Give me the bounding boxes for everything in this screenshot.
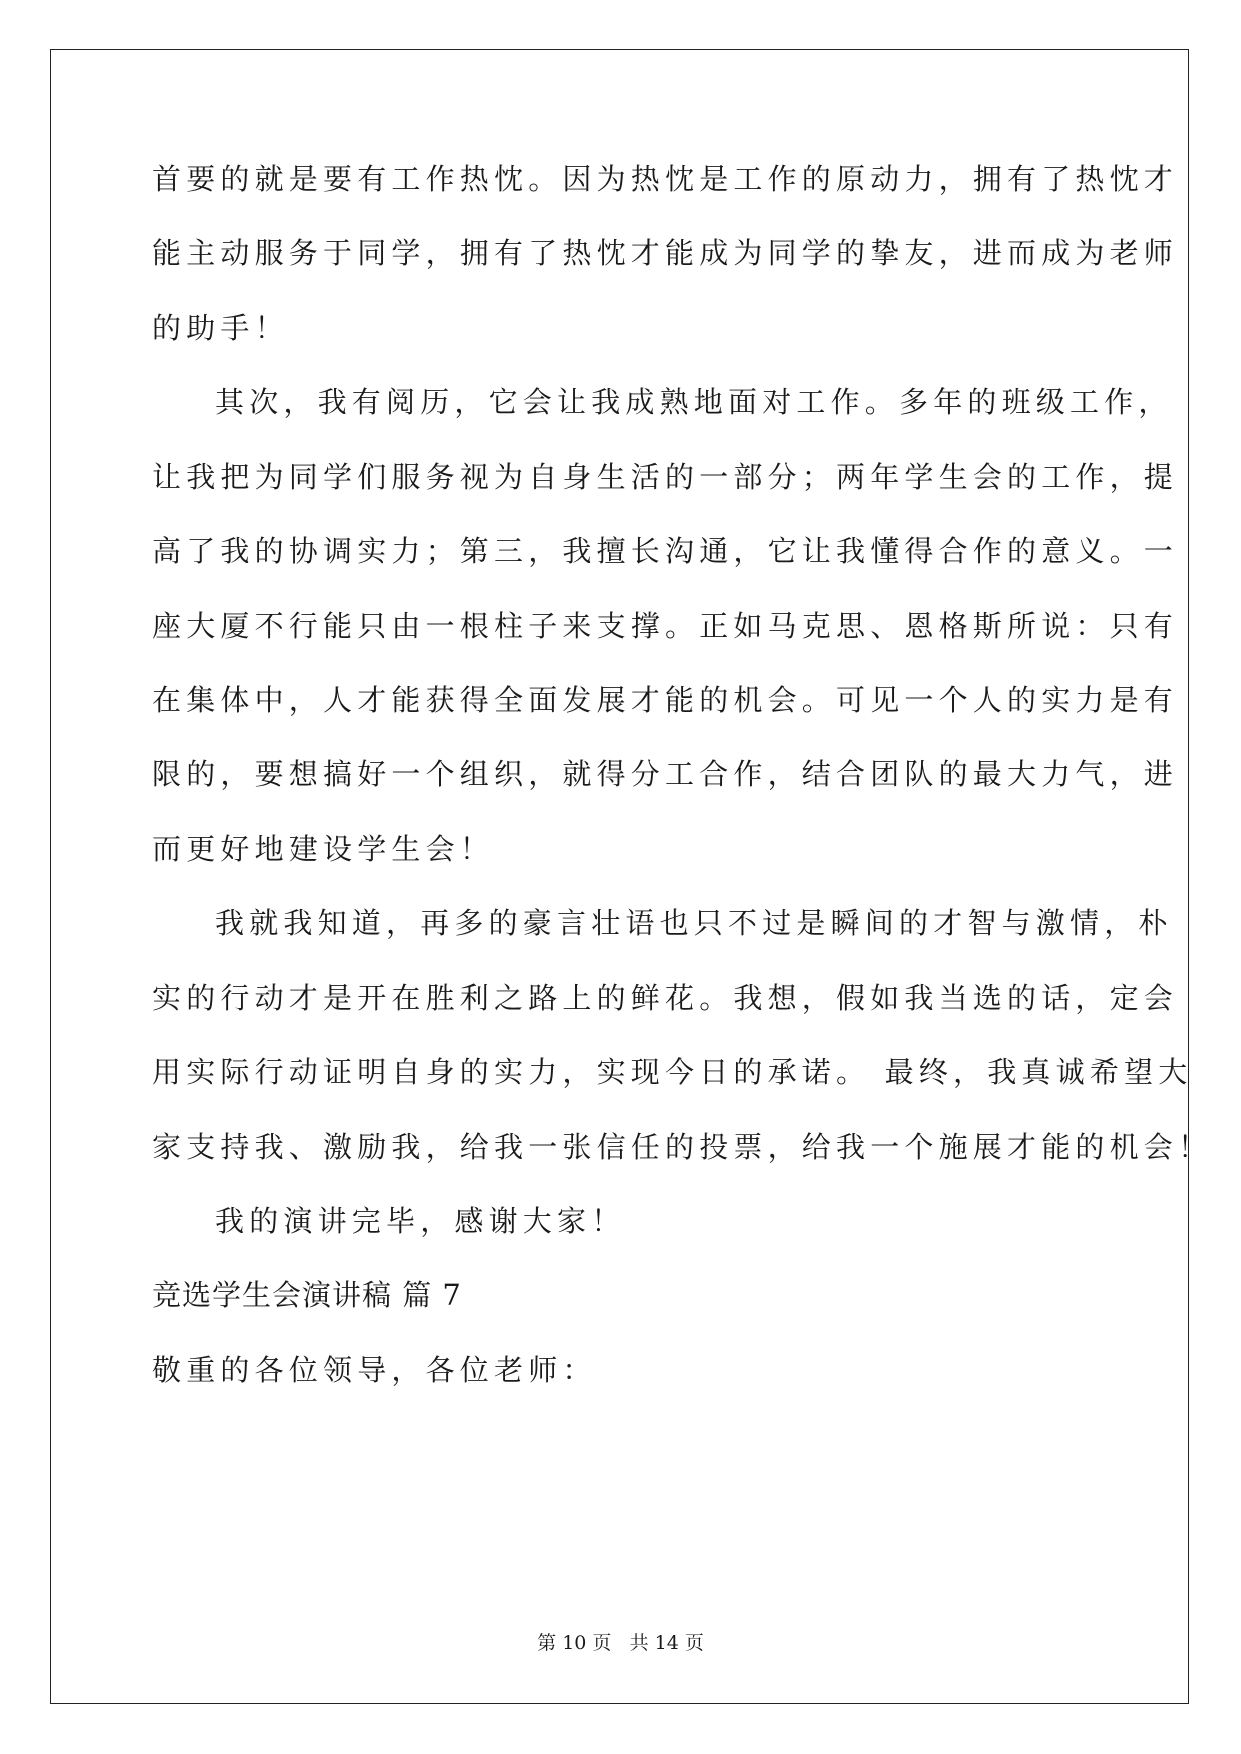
paragraph-line: 首要的就是要有工作热忱。因为热忱是工作的原动力，拥有了热忱才 bbox=[152, 162, 1179, 196]
page-number: 第 10 页 bbox=[537, 1632, 612, 1654]
page-footer bbox=[0, 1628, 1241, 1655]
paragraph-line: 的助手！ bbox=[152, 311, 289, 345]
paragraph-line: 座大厦不行能只由一根柱子来支撑。正如马克思、恩格斯所说：只有 bbox=[152, 609, 1179, 643]
paragraph-line: 在集体中，人才能获得全面发展才能的机会。可见一个人的实力是有 bbox=[152, 683, 1179, 717]
paragraph-line: 实的行动才是开在胜利之路上的鲜花。我想，假如我当选的话，定会 bbox=[152, 981, 1179, 1015]
paragraph-line: 家支持我、激励我，给我一张信任的投票，给我一个施展才能的机会！ bbox=[152, 1130, 1213, 1164]
page-total: 共 14 页 bbox=[629, 1632, 704, 1654]
section-heading: 竞选学生会演讲稿 篇 7 bbox=[152, 1278, 462, 1312]
salutation-line: 敬重的各位领导，各位老师： bbox=[152, 1353, 597, 1387]
paragraph-line: 让我把为同学们服务视为自身生活的一部分；两年学生会的工作，提 bbox=[152, 460, 1179, 494]
paragraph-line: 能主动服务于同学，拥有了热忱才能成为同学的挚友，进而成为老师 bbox=[152, 236, 1179, 270]
paragraph-line: 我就我知道，再多的豪言壮语也只不过是瞬间的才智与激情，朴 bbox=[215, 906, 1173, 940]
paragraph-line: 而更好地建设学生会！ bbox=[152, 832, 495, 866]
paragraph-line: 限的，要想搞好一个组织，就得分工合作，结合团队的最大力气，进 bbox=[152, 757, 1179, 791]
paragraph-line: 其次，我有阅历，它会让我成熟地面对工作。多年的班级工作， bbox=[215, 385, 1173, 419]
paragraph-line: 我的演讲完毕，感谢大家！ bbox=[215, 1204, 626, 1238]
page-border bbox=[50, 49, 1189, 1704]
paragraph-line: 用实际行动证明自身的实力，实现今日的承诺。 最终，我真诚希望大 bbox=[152, 1055, 1193, 1089]
paragraph-line: 高了我的协调实力；第三，我擅长沟通，它让我懂得合作的意义。一 bbox=[152, 534, 1179, 568]
